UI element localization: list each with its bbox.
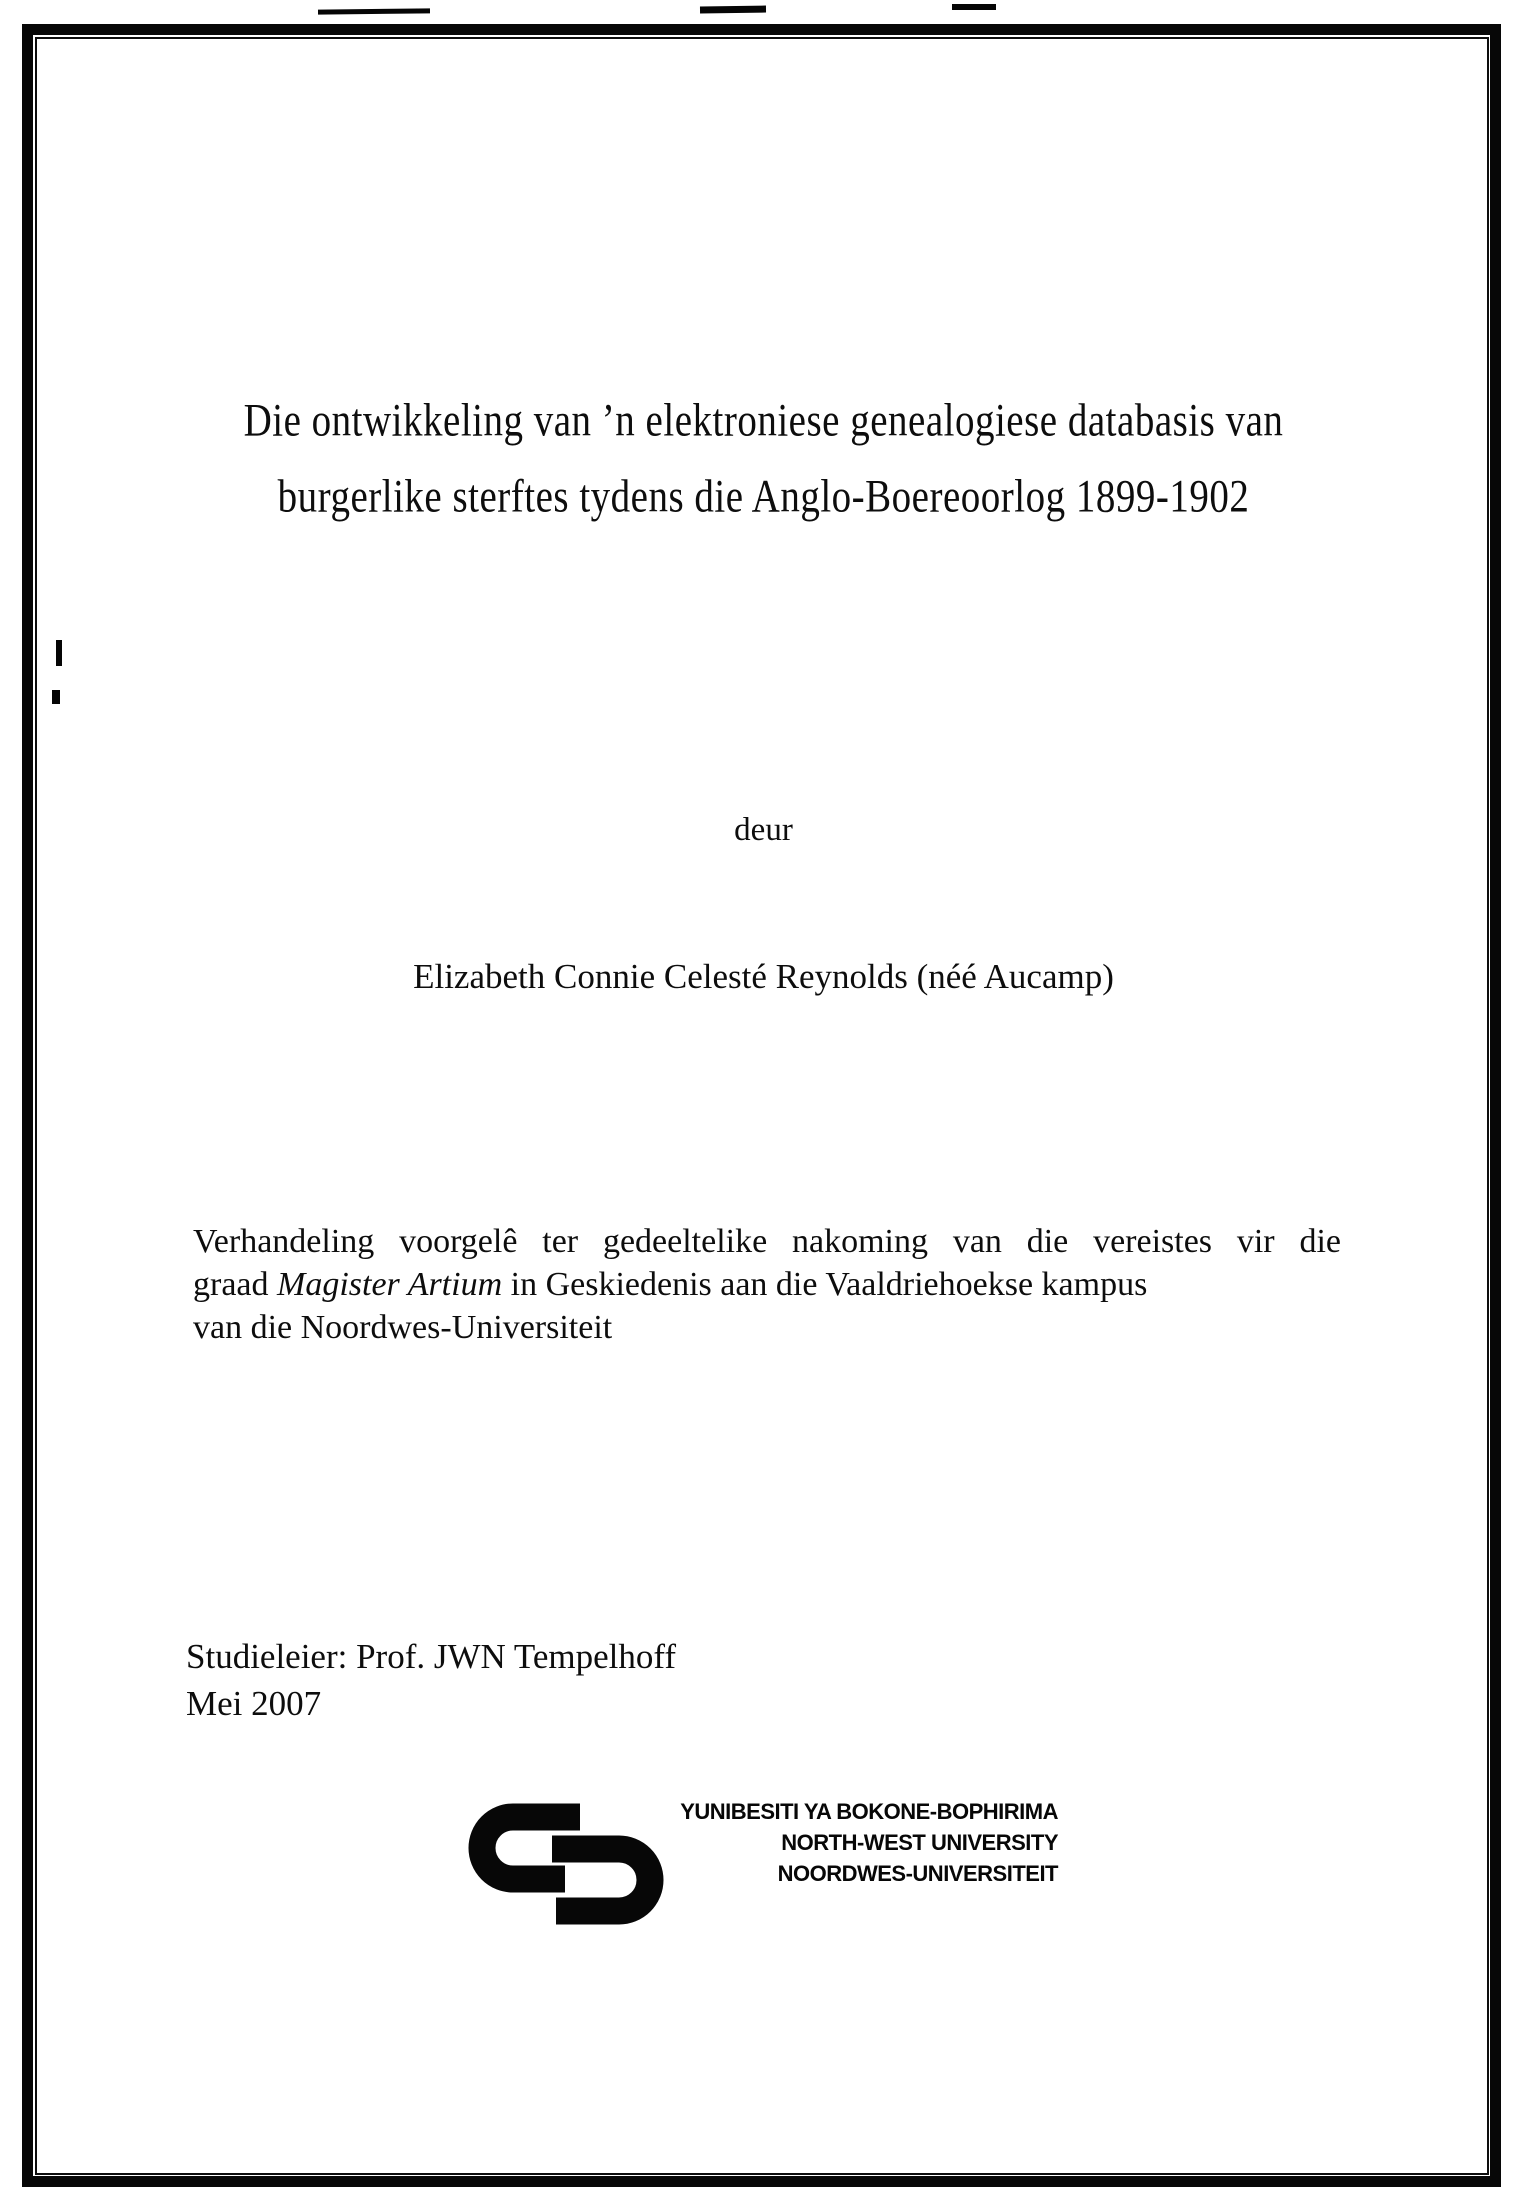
supervisor-block bbox=[186, 1633, 676, 1727]
statement-line-1: Verhandeling voorgelê ter gedeeltelike nakoming van die vereistes vir die bbox=[193, 1223, 1341, 1260]
statement-line-2-suffix: in Geskiedenis aan die Vaaldriehoekse kampus bbox=[502, 1266, 1148, 1303]
supervisor-line: Studieleier: Prof. JWN Tempelhoff bbox=[186, 1637, 677, 1676]
scan-artifact bbox=[700, 6, 766, 14]
statement-line-2 bbox=[193, 1263, 1341, 1306]
degree-name: Magister Artium bbox=[277, 1266, 503, 1303]
degree-statement bbox=[193, 1220, 1341, 1349]
author-name: Elizabeth Connie Celesté Reynolds (néé Aucamp) bbox=[413, 957, 1114, 996]
logo-text-line-3: NOORDWES-UNIVERSITEIT bbox=[777, 1861, 1058, 1886]
byline: deur bbox=[734, 812, 793, 848]
thesis-title-line-2 bbox=[0, 470, 1527, 522]
logo-text-line-2: NORTH-WEST UNIVERSITY bbox=[781, 1830, 1058, 1855]
date-line: Mei 2007 bbox=[186, 1684, 322, 1723]
scan-artifact bbox=[952, 4, 996, 10]
thesis-title-line-2-text: burgerlike sterftes tydens die Anglo-Boereoorlog 1899-1902 bbox=[277, 471, 1250, 522]
statement-line-2-prefix: graad bbox=[193, 1266, 278, 1303]
statement-line-3: van die Noordwes-Universiteit bbox=[193, 1309, 613, 1346]
logo-text-line-1: YUNIBESITI YA BOKONE-BOPHIRIMA bbox=[680, 1799, 1058, 1824]
scan-artifact bbox=[318, 8, 430, 14]
university-logo-text bbox=[580, 1796, 1058, 1889]
thesis-title-line-1-text: Die ontwikkeling van ’n elektroniese genealogiese databasis van bbox=[243, 395, 1284, 446]
thesis-title-line-1 bbox=[0, 394, 1527, 446]
